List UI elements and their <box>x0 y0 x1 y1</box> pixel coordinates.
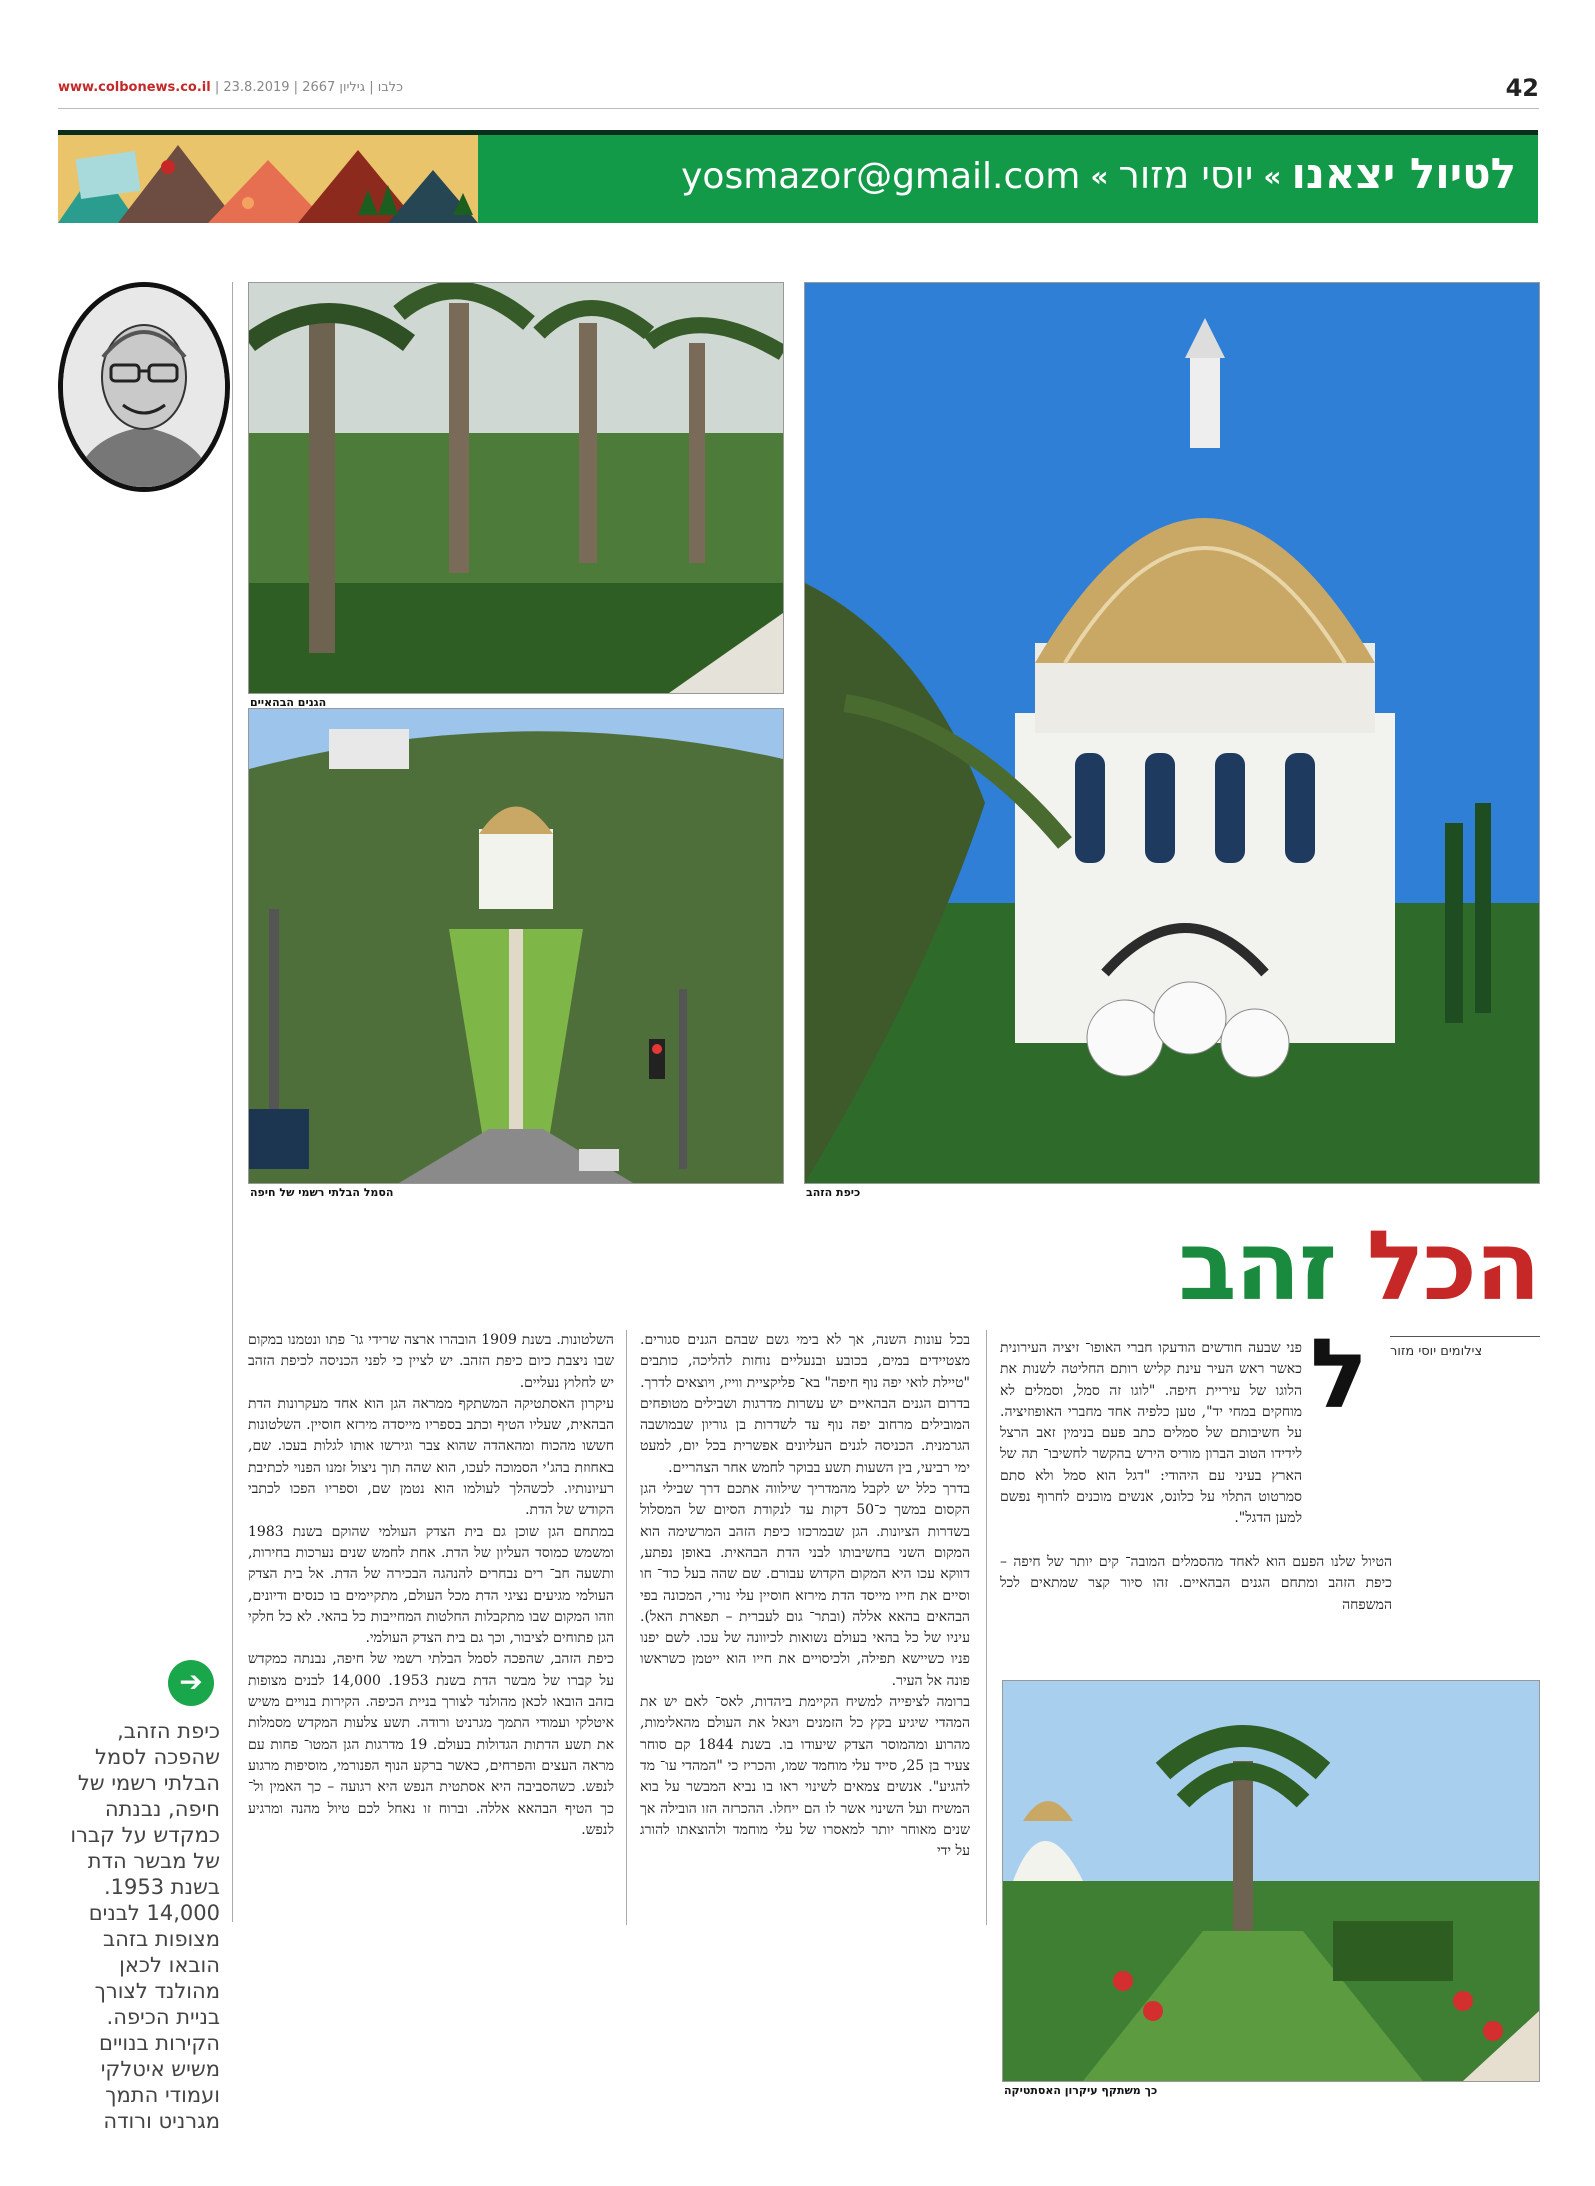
avatar <box>63 287 225 487</box>
arrow-right-icon: ➔ <box>168 1660 214 1706</box>
issue-info: | כלבו | גיליון 2667 | 23.8.2019 <box>214 80 404 95</box>
author-name: יוסי מזור <box>1118 153 1254 197</box>
paragraph: במתחם הגן שוכן גם בית הצדק העולמי שהוקם בשנת 1983 ומשמש כמוסד העליון של הדת. אחת לחמש שנים נערכות בחירות, ותשעה חב־ רים נבחרים להנהגה הבכירה של הדת. אל בית הצדק העולמי מגיעים נציגי הדת מכל העולם, מתקיימים בו כנסים ודיונים, וזהו המקום שבו מתקבלות החלטות המחייבות כל בהאי. לא כל חלקי הגן פתוחים לציבור, וכך גם בית הצדק העולמי. <box>248 1523 614 1647</box>
paragraph: בדרום הגנים הבהאיים יש עשרות מדרגות ושבילים מטופחים המובילים מרחוב יפה נוף עד לשדרות בן גוריון שבמושבה הגרמנית. הכניסה לגנים העליונים אפשרית בכל יום, למעט ימי רביעי, בין השעות תשע בבוקר לחמש אחר הצהריים. <box>640 1395 970 1476</box>
photo-credit: צילומים יוסי מזור <box>1390 1344 1483 1359</box>
headline-word-2: זהב <box>1178 1210 1336 1322</box>
shrine-caption: כיפת הזהב <box>806 1186 861 1199</box>
credit-rule <box>1390 1336 1540 1337</box>
site-url[interactable]: www.colbonews.co.il <box>58 80 211 95</box>
article-headline <box>1178 1210 1539 1322</box>
chevron-icon: » <box>1263 160 1282 193</box>
column-divider <box>232 282 233 1922</box>
section-banner <box>58 130 1538 223</box>
bottom-photo-caption: כך משתקף עיקרון האסתטיקה <box>1004 2084 1158 2097</box>
paragraph: פני שבעה חודשים הודעקו חברי האופו־ זיציה העירונית כאשר ראש העיר עינת קליש רותם החליטה לשנות את הלוגו של עיריית חיפה. "לוגו זה סמל, וסמלים לא מוחקים במחי יד", טען כלפיה אחד מחברי האופוזיציה. על חשיבותם של סמלים כתב פעם בנימין זאב הרצל לידידו הטוב הברון מוריס הירש בהקשר לחשיבו־ תה של הארץ בעיני עם היהודי: "דגל הוא סמל ולא סתם סמרטוט התלוי על כלונס, אנשים מוכנים לחרוף נפשם למען הדגל". <box>1000 1340 1302 1527</box>
photo-garden-aesthetic <box>1002 1680 1540 2082</box>
header-rule <box>58 108 1539 109</box>
paragraph: עיקרון האסתטיקה המשתקף ממראה הגן הוא אחד מעקרונות הדת הבהאית, שעליו הטיף וכתב בספריו מייסדה מירזא חוסיין. השלטונות חששו מהכוח ומהאהדה שהוא צבר וגירשו אותו לגלות בעכו. שם, באחוזת בהג'י הסמוכה לעכו, הוא שהה תוך ניצול זמנו הפנוי לכתיבת רעיונותיו. לכשהלך לעולמו הוא נטמן שם, וספריו הפכו לכתבי הקודש של הדת. <box>248 1395 614 1519</box>
photo-haifa-terraces <box>248 708 784 1184</box>
paragraph: הטיול שלנו הפעם הוא לאחד מהסמלים המובה־ קים יותר של חיפה – כיפת הזהב ומתחם הגנים הבהאיים. זהו סיור קצר שמתאים לכל המשפחה <box>1000 1554 1392 1613</box>
column-divider <box>626 1330 627 1925</box>
section-title: לטיול יצאנו <box>1291 149 1516 198</box>
paragraph: ברומה לציפייה למשיח הקיימת ביהדות, לאס־ לאם יש את המהדי שיגיע בקץ כל הזמנים ויגאל את העולם מהאלימות, מהרוע ומהמוסר הצדק שיעודו בו. בשנת 1844 קם סוחר צעיר בן 25, סייד עלי מוחמד שמו, והכריז כי "המהדי עו־ מד להגיע". אנשים צמאים לשינוי ראו בו נביא המבשר על בוא המשיח ועל השינוי אשר לו הם ייחלו. ההכרזה הזו הובילה אך שנים מאוחר יותר למאסרו של עלי מוחמד ולהוצאתו להורג על ידי <box>640 1694 970 1860</box>
banner-title <box>681 149 1516 198</box>
chevron-icon: » <box>1090 160 1109 193</box>
author-email[interactable]: yosmazor@gmail.com <box>681 156 1081 197</box>
pull-quote: כיפת הזהב, שהפכה לסמל הבלתי רשמי של חיפה, נבנתה כמקדש על קברו של מבשר הדת בשנת 1953. 14,000 לבנים מצופות בזהב הובאו לכאן מהולנד לצורך בניית הכיפה. הקירות בנויים משיש איטלקי ועמודי התמך מגרניט ורודה <box>70 1719 220 2133</box>
paragraph: השלטונות. בשנת 1909 הובהרו ארצה שרידי גו־ פתו ונטמנו במקום שבו ניצבת כיום כיפת הזהב. יש לציין כי לפני הכניסה לכיפת הזהב יש לחלוץ נעליים. <box>248 1332 614 1391</box>
column-divider <box>986 1330 987 1925</box>
travel-illustration-icon <box>58 135 478 223</box>
haifa-caption: הסמל הבלתי רשמי של חיפה <box>250 1186 394 1199</box>
author-portrait <box>58 282 230 492</box>
photo-shrine-of-bab <box>804 282 1540 1184</box>
drop-cap: ל <box>1310 1318 1369 1430</box>
article-column-1-bottom <box>1000 1552 1392 1670</box>
paragraph: בדרך כלל יש לקבל מהמדריך שילווה אתכם דרך שבילי הגן הקסום במשך כ־50 דקות עד לנקודת הסיום של המסלול בשדרות הציונות. הגן שבמרכזו כיפת הזהב המרשימה הוא המקום השני בחשיבותו לבני הדת הבהאית. באופן נפתע, דווקא עכו היא המקום הקדוש עבורם. שם שהה בעל כוד־ חו וסיים את חייו מייסד הדת מירזא חוסיין עלי נורי, המכונה בפי הבהאים בהאא אללה (ובתר־ גום לעברית – תפארת האל). עיניו של כל בהאי בעולם נשואות לכיוונה של עכו. לשם יפנו פניו כשיישא תפילה, ולכיסויים את חייו הוא ייטמן כשראשו פונה אל העיר. <box>640 1481 970 1689</box>
paragraph: כיפת הזהב, שהפכה לסמל הבלתי רשמי של חיפה, נבנתה כמקדש על קברו של מבשר הדת בשנת 1953. 14,000 לבנים מצופות בזהב הובאו לכאן מהולנד לצורך בניית הכיפה. הקירות בנויים משיש איטלקי ועמודי התמך מגרניט ורודה. תשע צלעות המקדש מסמלות את תשע הדתות הגדולות בעולם. 19 מדרגות הגן המטו־ פחות עם מראה העצים והפרחים, כאשר ברקע הנוף הפנורמי, מוסיפות מרגוע לנפש. כשהסביבה היא אסתטית הנפש היא רגועה – כך האמין ול־ כך הטיף הבהאא אללה. וברוח זו נאחל לכם טיול מהנה ומרגיע לנפש. <box>248 1651 614 1838</box>
article-column-1-top <box>1000 1338 1302 1548</box>
article-column-3 <box>248 1330 614 1920</box>
paragraph: בכל עונות השנה, אך לא בימי גשם שבהם הגנים סגורים. מצטיידים במים, בכובע ובנעליים נוחות להליכה, כותבים "טיילת לואי יפה נוף חיפה" בא־ פליקציית ווייז, ויוצאים לדרך. <box>640 1332 970 1391</box>
photo-bahai-gardens <box>248 282 784 694</box>
headline-word-1: הכל <box>1366 1210 1539 1322</box>
page-number: 42 <box>1505 74 1539 102</box>
gardens-caption: הגנים הבהאיים <box>250 696 327 709</box>
article-column-2 <box>640 1330 970 1920</box>
issue-meta <box>58 80 403 95</box>
